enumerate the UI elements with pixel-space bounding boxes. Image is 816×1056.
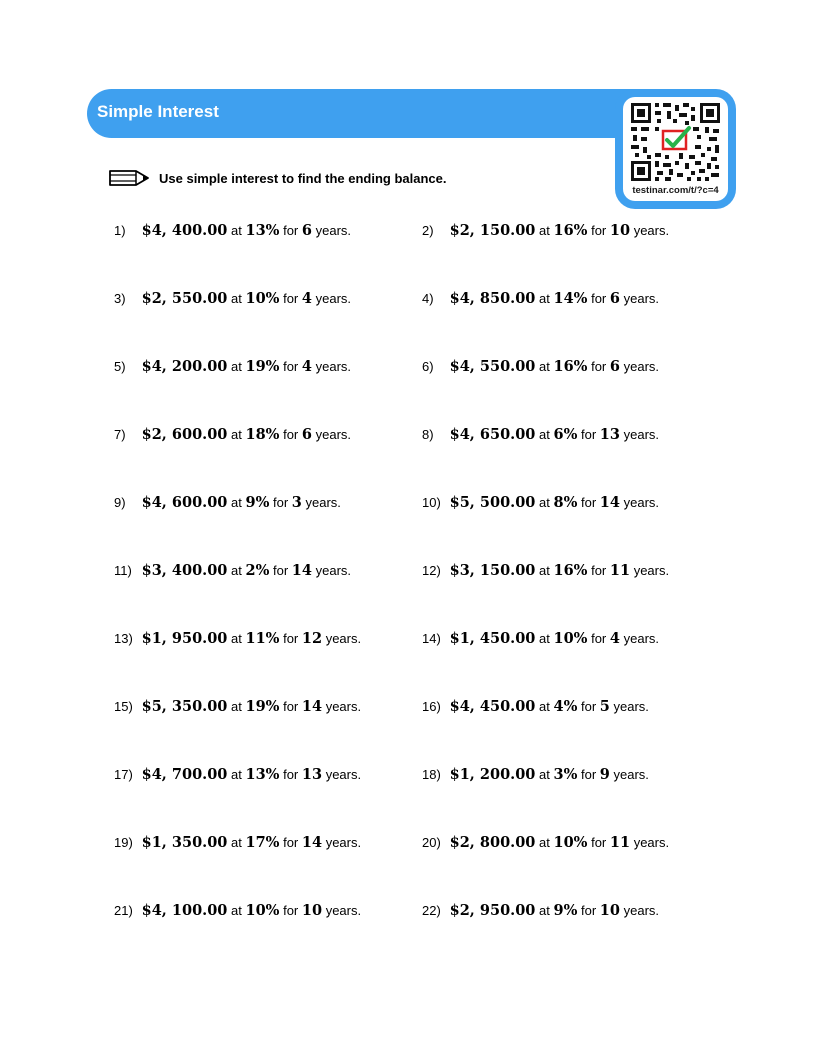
at-label: at xyxy=(231,903,242,918)
problem-item xyxy=(422,698,649,716)
at-label: at xyxy=(231,359,242,374)
interest-rate: 19% xyxy=(245,358,280,375)
problem-item xyxy=(114,834,361,852)
at-label: at xyxy=(539,631,550,646)
problem-item xyxy=(114,222,351,240)
for-label: for xyxy=(283,767,299,782)
problem-item xyxy=(114,290,351,308)
for-label: for xyxy=(591,835,607,850)
instructions xyxy=(108,166,447,190)
at-label: at xyxy=(231,427,242,442)
problem-item xyxy=(422,358,659,376)
interest-rate: 19% xyxy=(245,698,280,715)
years-label: years. xyxy=(325,631,362,646)
interest-rate: 16% xyxy=(553,358,588,375)
principal-amount: $4, 100.00 xyxy=(141,902,228,919)
for-label: for xyxy=(283,903,299,918)
for-label: for xyxy=(283,291,299,306)
at-label: at xyxy=(231,223,242,238)
principal-amount: $4, 850.00 xyxy=(449,290,536,307)
problem-item xyxy=(114,562,351,580)
for-label: for xyxy=(591,631,607,646)
principal-amount: $4, 650.00 xyxy=(449,426,536,443)
problem-item xyxy=(114,698,361,716)
problem-number: 16) xyxy=(422,699,441,714)
for-label: for xyxy=(581,427,597,442)
problem-number: 14) xyxy=(422,631,441,646)
years-label: years. xyxy=(315,427,352,442)
principal-amount: $4, 700.00 xyxy=(141,766,228,783)
interest-rate: 17% xyxy=(245,834,280,851)
years-label: years. xyxy=(315,359,352,374)
for-label: for xyxy=(591,291,607,306)
problem-number: 20) xyxy=(422,835,441,850)
for-label: for xyxy=(581,699,597,714)
time-period: 11 xyxy=(609,834,631,851)
for-label: for xyxy=(591,563,607,578)
years-label: years. xyxy=(623,495,660,510)
time-period: 6 xyxy=(609,290,620,307)
time-period: 6 xyxy=(301,222,312,239)
interest-rate: 4% xyxy=(553,698,578,715)
problem-number: 11) xyxy=(114,563,132,578)
at-label: at xyxy=(539,767,550,782)
problem-item xyxy=(422,222,669,240)
problem-number: 5) xyxy=(114,359,126,374)
time-period: 10 xyxy=(609,222,631,239)
time-period: 14 xyxy=(291,562,312,579)
for-label: for xyxy=(591,223,607,238)
problem-number: 2) xyxy=(422,223,434,238)
at-label: at xyxy=(539,699,550,714)
years-label: years. xyxy=(325,767,362,782)
interest-rate: 8% xyxy=(553,494,578,511)
principal-amount: $3, 400.00 xyxy=(141,562,228,579)
time-period: 11 xyxy=(609,562,631,579)
for-label: for xyxy=(581,903,597,918)
problem-item xyxy=(114,494,341,512)
pencil-icon xyxy=(108,168,150,188)
interest-rate: 18% xyxy=(245,426,280,443)
years-label: years. xyxy=(623,359,660,374)
years-label: years. xyxy=(325,835,362,850)
problem-item xyxy=(114,630,361,648)
for-label: for xyxy=(283,359,299,374)
at-label: at xyxy=(231,291,242,306)
at-label: at xyxy=(231,495,242,510)
problem-number: 19) xyxy=(114,835,133,850)
time-period: 10 xyxy=(599,902,620,919)
for-label: for xyxy=(273,563,289,578)
time-period: 12 xyxy=(301,630,323,647)
qr-code-panel[interactable] xyxy=(615,89,736,209)
problem-number: 4) xyxy=(422,291,434,306)
problem-number: 3) xyxy=(114,291,126,306)
principal-amount: $2, 600.00 xyxy=(141,426,228,443)
problem-number: 1) xyxy=(114,223,126,238)
problem-item xyxy=(422,494,659,512)
principal-amount: $1, 350.00 xyxy=(141,834,228,851)
problem-number: 8) xyxy=(422,427,434,442)
interest-rate: 9% xyxy=(553,902,578,919)
problem-number: 21) xyxy=(114,903,133,918)
interest-rate: 10% xyxy=(553,630,588,647)
qr-code-card xyxy=(623,97,728,201)
principal-amount: $2, 550.00 xyxy=(141,290,228,307)
years-label: years. xyxy=(633,835,670,850)
at-label: at xyxy=(539,563,550,578)
problem-number: 7) xyxy=(114,427,126,442)
principal-amount: $1, 200.00 xyxy=(449,766,536,783)
title-banner xyxy=(87,89,647,138)
at-label: at xyxy=(539,291,550,306)
years-label: years. xyxy=(315,223,352,238)
at-label: at xyxy=(539,903,550,918)
principal-amount: $4, 400.00 xyxy=(141,222,228,239)
qr-url-label: testinar.com/t/?c=4 xyxy=(632,185,719,196)
problem-item xyxy=(422,562,669,580)
problem-item xyxy=(422,426,659,444)
interest-rate: 2% xyxy=(245,562,270,579)
time-period: 4 xyxy=(301,358,312,375)
problem-number: 12) xyxy=(422,563,441,578)
interest-rate: 14% xyxy=(553,290,588,307)
problem-item xyxy=(114,426,351,444)
for-label: for xyxy=(273,495,289,510)
years-label: years. xyxy=(633,223,670,238)
interest-rate: 10% xyxy=(553,834,588,851)
at-label: at xyxy=(539,359,550,374)
at-label: at xyxy=(231,631,242,646)
principal-amount: $4, 600.00 xyxy=(141,494,228,511)
interest-rate: 3% xyxy=(553,766,578,783)
years-label: years. xyxy=(623,291,660,306)
principal-amount: $2, 150.00 xyxy=(449,222,536,239)
for-label: for xyxy=(283,427,299,442)
at-label: at xyxy=(539,427,550,442)
time-period: 14 xyxy=(301,698,323,715)
time-period: 14 xyxy=(599,494,620,511)
at-label: at xyxy=(539,223,550,238)
for-label: for xyxy=(283,223,299,238)
time-period: 6 xyxy=(609,358,620,375)
time-period: 6 xyxy=(301,426,312,443)
years-label: years. xyxy=(613,699,649,714)
years-label: years. xyxy=(623,427,660,442)
interest-rate: 13% xyxy=(245,222,280,239)
principal-amount: $5, 500.00 xyxy=(449,494,536,511)
time-period: 10 xyxy=(301,902,323,919)
principal-amount: $2, 800.00 xyxy=(449,834,536,851)
principal-amount: $4, 200.00 xyxy=(141,358,228,375)
problem-item xyxy=(422,630,659,648)
years-label: years. xyxy=(325,903,362,918)
for-label: for xyxy=(581,767,597,782)
interest-rate: 13% xyxy=(245,766,280,783)
years-label: years. xyxy=(613,767,649,782)
at-label: at xyxy=(231,767,242,782)
problem-item xyxy=(422,766,649,784)
time-period: 5 xyxy=(599,698,610,715)
principal-amount: $2, 950.00 xyxy=(449,902,536,919)
problem-item xyxy=(114,358,351,376)
interest-rate: 6% xyxy=(553,426,578,443)
time-period: 13 xyxy=(599,426,620,443)
problem-number: 6) xyxy=(422,359,434,374)
time-period: 9 xyxy=(599,766,610,783)
problem-item xyxy=(422,902,659,920)
problem-number: 15) xyxy=(114,699,133,714)
years-label: years. xyxy=(633,563,670,578)
at-label: at xyxy=(539,835,550,850)
at-label: at xyxy=(539,495,550,510)
for-label: for xyxy=(283,835,299,850)
at-label: at xyxy=(231,563,242,578)
for-label: for xyxy=(581,495,597,510)
qr-code-icon xyxy=(630,102,721,182)
principal-amount: $1, 450.00 xyxy=(449,630,536,647)
principal-amount: $4, 450.00 xyxy=(449,698,536,715)
problem-item xyxy=(114,766,361,784)
page-title: Simple Interest xyxy=(97,102,219,121)
principal-amount: $1, 950.00 xyxy=(141,630,228,647)
time-period: 3 xyxy=(291,494,302,511)
years-label: years. xyxy=(623,631,660,646)
years-label: years. xyxy=(315,291,352,306)
for-label: for xyxy=(283,699,299,714)
problem-number: 22) xyxy=(422,903,441,918)
principal-amount: $4, 550.00 xyxy=(449,358,536,375)
problem-number: 18) xyxy=(422,767,441,782)
problem-item xyxy=(422,834,669,852)
problem-item xyxy=(422,290,659,308)
instruction-text: Use simple interest to find the ending balance. xyxy=(159,170,447,186)
interest-rate: 10% xyxy=(245,902,280,919)
problem-item xyxy=(114,902,361,920)
years-label: years. xyxy=(315,563,352,578)
years-label: years. xyxy=(325,699,362,714)
interest-rate: 11% xyxy=(245,630,280,647)
years-label: years. xyxy=(623,903,660,918)
at-label: at xyxy=(231,835,242,850)
problem-number: 17) xyxy=(114,767,133,782)
problem-number: 10) xyxy=(422,495,441,510)
for-label: for xyxy=(283,631,299,646)
years-label: years. xyxy=(305,495,341,510)
for-label: for xyxy=(591,359,607,374)
principal-amount: $5, 350.00 xyxy=(141,698,228,715)
problem-number: 9) xyxy=(114,495,126,510)
at-label: at xyxy=(231,699,242,714)
problem-number: 13) xyxy=(114,631,133,646)
principal-amount: $3, 150.00 xyxy=(449,562,536,579)
time-period: 4 xyxy=(301,290,312,307)
interest-rate: 10% xyxy=(245,290,280,307)
interest-rate: 16% xyxy=(553,562,588,579)
time-period: 4 xyxy=(609,630,620,647)
time-period: 13 xyxy=(301,766,323,783)
time-period: 14 xyxy=(301,834,323,851)
interest-rate: 9% xyxy=(245,494,270,511)
interest-rate: 16% xyxy=(553,222,588,239)
